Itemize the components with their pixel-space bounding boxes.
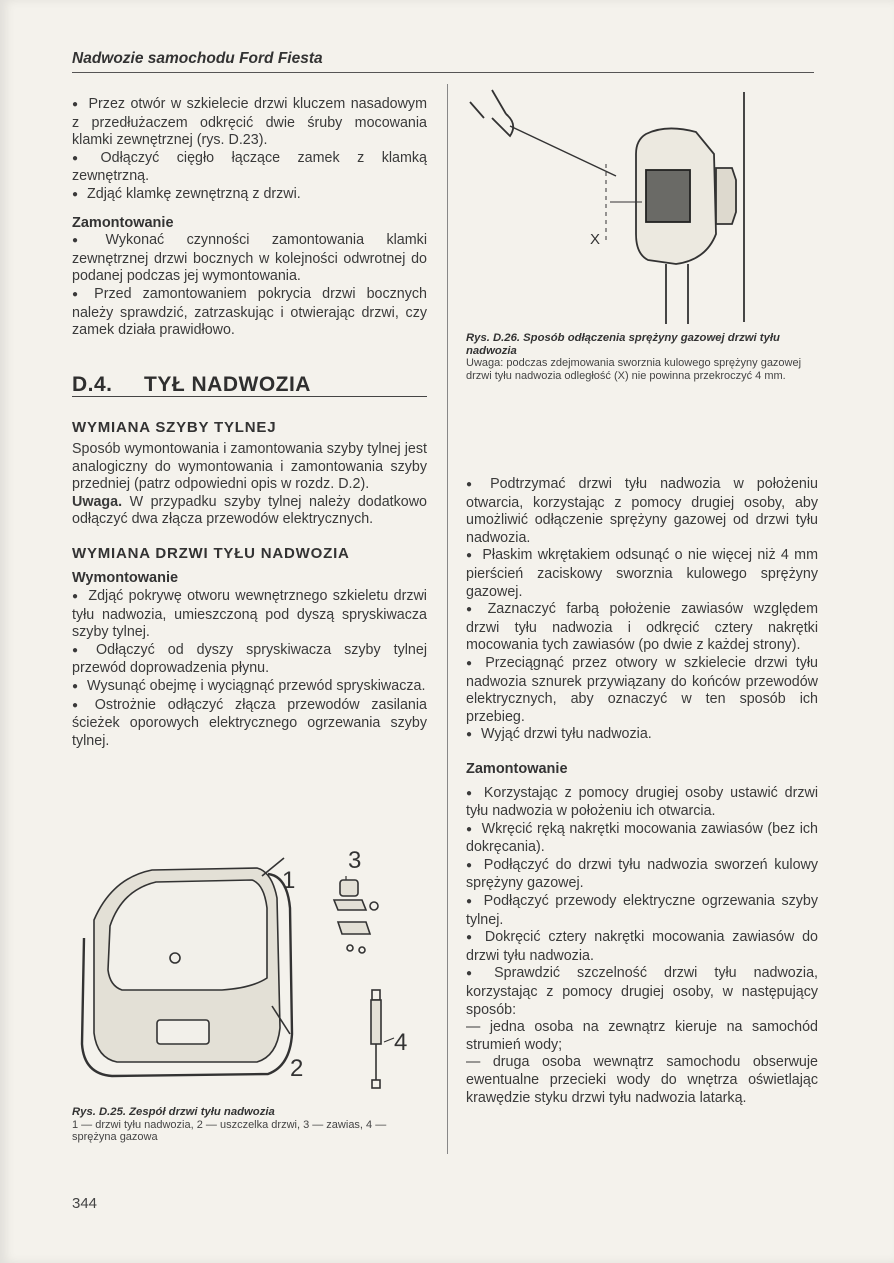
zamontowanie-2-step-3: ● Podłączyć do drzwi tyłu nadwozia sworzeń kulowy sprężyny gazowej. — [466, 857, 818, 893]
figure-d25-tailgate-assembly — [72, 838, 427, 1108]
wymontowanie-step-1: ● Zdjąć pokrywę otworu wewnętrznego szkieletu drzwi tyłu nadwozia, umieszczoną pod dyszą spryskiwacza szyby tylnej. — [72, 588, 427, 642]
figure-d26-gas-strut-removal — [466, 84, 818, 329]
wymontowanie-step-2: ● Odłączyć od dyszy spryskiwacza szyby tylnej przewód doprowadzenia płynu. — [72, 642, 427, 678]
figure-d25-legend: 1 — drzwi tyłu nadwozia, 2 — uszczelka drzwi, 3 — zawias, 4 — sprężyna gazowa — [72, 1118, 387, 1144]
right-column — [466, 476, 818, 1107]
page-number: 344 — [72, 1195, 98, 1212]
hinge-plate-top — [334, 900, 366, 910]
intro-step-2: ● Odłączyć cięgło łączące zamek z klamką zewnętrzną. — [72, 150, 427, 186]
right-step-4: ● Przeciągnąć przez otwory w szkielecie drzwi tyłu nadwozia sznurek przywiązany do końców przewodów elektrycznych, aby oznaczyć w ten sposób ich przebieg. — [466, 655, 818, 726]
section-heading-szyba: WYMIANA SZYBY TYLNEJ — [72, 419, 277, 437]
figure-d26-caption — [466, 332, 818, 382]
chapter-heading — [72, 372, 427, 398]
figure-d25-title: Rys. D.25. Zespół drzwi tyłu nadwozia — [72, 1106, 275, 1118]
zamontowanie-2-step-5: ● Dokręcić cztery nakrętki mocowania zawiasów do drzwi tyłu nadwozia. — [466, 929, 818, 965]
retaining-clip — [646, 170, 690, 222]
szyba-note-text: W przypadku szyby tylnej należy dodatkowo odłączyć dwa złącza przewodów elektrycznych. — [72, 493, 427, 528]
fig26-label-x: X — [590, 231, 601, 248]
zamontowanie-1-step-2: ● Przed zamontowaniem pokrycia drzwi bocznych należy sprawdzić, zatrzaskując i otwierając drzwi, czy zamek działa prawidłowo. — [72, 286, 427, 340]
figure-d25-caption — [72, 1106, 427, 1144]
wymontowanie-heading: Wymontowanie — [72, 570, 179, 587]
hinge-nut-2 — [359, 947, 365, 953]
zamontowanie-heading-2: Zamontowanie — [466, 760, 568, 777]
szyba-text: Sposób wymontowania i zamontowania szyby tylnej jest analogiczny do wymontowania i zamontowania szyby przedniej (patrz odpowiedni opis w rozdz. D.2). — [72, 440, 427, 493]
zamontowanie-heading-1: Zamontowanie — [72, 214, 174, 231]
strut-top-fitting — [372, 990, 380, 1000]
zamontowanie-2-step-6: ● Sprawdzić szczelność drzwi tyłu nadwozia, korzystając z pomocy drugiej osoby, w następujący sposób: — [466, 965, 818, 1019]
section-heading-drzwi: WYMIANA DRZWI TYŁU NADWOZIA — [72, 544, 350, 562]
hinge-body — [340, 880, 358, 896]
right-step-5: ● Wyjąć drzwi tyłu nadwozia. — [466, 726, 818, 745]
leader-line-1 — [262, 858, 284, 876]
chapter-number: D.4. — [72, 372, 113, 396]
zamontowanie-2-step-2: ● Wkręcić ręką nakrętki mocowania zawiasów (bez ich dokręcania). — [466, 821, 818, 857]
right-step-2: ● Płaskim wkrętakiem odsunąć o nie więcej niż 4 mm pierścień zaciskowy sworznia kulowego sprężyny gazowej. — [466, 547, 818, 601]
strut-bottom-fitting — [372, 1080, 380, 1088]
szyba-note-label: Uwaga. — [72, 493, 123, 510]
screwdriver-handle — [470, 90, 513, 136]
zamontowanie-2-step-1: ● Korzystając z pomocy drugiej osoby ustawić drzwi tyłu nadwozia w położeniu ich otwarcia. — [466, 785, 818, 821]
hinge-plate-bottom — [338, 922, 370, 934]
zamontowanie-2-step-4: ● Podłączyć przewody elektryczne ogrzewania szyby tylnej. — [466, 893, 818, 929]
ball-stud-nut — [716, 168, 736, 224]
fig25-label-1: 1 — [282, 867, 296, 894]
zamontowanie-2-dash-2: — druga osoba wewnątrz samochodu obserwuje ewentualne przecieki wody do wnętrza oświetlając krawędzie styku drzwi tyłu nadwozia latarką. — [466, 1054, 818, 1106]
intro-step-3: ● Zdjąć klamkę zewnętrzną z drzwi. — [72, 186, 427, 205]
intro-step-1: ● Przez otwór w szkielecie drzwi kluczem nasadowym z przedłużaczem odkręcić dwie śruby mocowania klamki zewnętrznej (rys. D.23). — [72, 96, 427, 150]
running-header: Nadwozie samochodu Ford Fiesta — [72, 50, 814, 73]
chapter-title: TYŁ NADWOZIA — [144, 372, 311, 396]
screwdriver-shaft — [510, 126, 616, 176]
fig25-label-2: 2 — [290, 1055, 304, 1082]
fig25-label-4: 4 — [394, 1029, 408, 1056]
leader-line-4 — [384, 1038, 394, 1042]
zamontowanie-1-step-1: ● Wykonać czynności zamontowania klamki zewnętrznej drzwi bocznych w kolejności odwrotnej do podanej podczas jej wymontowania. — [72, 232, 427, 286]
rear-window — [108, 880, 267, 990]
figure-d26-title: Rys. D.26. Sposób odłączenia sprężyny gazowej drzwi tyłu nadwozia — [466, 332, 780, 357]
left-column — [72, 96, 427, 750]
right-step-1: ● Podtrzymać drzwi tyłu nadwozia w położeniu otwarcia, korzystając z pomocy drugiej osoby, aby umożliwić odłączenie sprężyny gazowej od drzwi tyłu nadwozia. — [466, 476, 818, 547]
column-divider — [447, 84, 448, 1154]
hinge-nut-1 — [347, 945, 353, 951]
fig25-label-3: 3 — [348, 847, 362, 874]
hinge-bolt — [370, 902, 378, 910]
strut-cylinder — [371, 1000, 381, 1044]
right-step-3: ● Zaznaczyć farbą położenie zawiasów względem drzwi tyłu nadwozia i odkręcić cztery nakrętki mocowania tych zawiasów (po dwie z każdej strony). — [466, 601, 818, 655]
zamontowanie-2-dash-1: — jedna osoba na zewnątrz kieruje na samochód strumień wody; — [466, 1019, 818, 1053]
wymontowanie-step-4: ● Ostrożnie odłączyć złącza przewodów zasilania ścieżek oporowych elektrycznego ogrzewania szyby tylnej. — [72, 697, 427, 751]
figure-d26-note: Uwaga: podczas zdejmowania sworznia kulowego sprężyny gazowej drzwi tyłu nadwozia odległość (X) nie powinna przekroczyć 4 mm. — [466, 357, 802, 382]
license-plate-recess — [157, 1020, 209, 1044]
wymontowanie-step-3: ● Wysunąć obejmę i wyciągnąć przewód spryskiwacza. — [72, 678, 427, 697]
szyba-note — [72, 494, 427, 529]
